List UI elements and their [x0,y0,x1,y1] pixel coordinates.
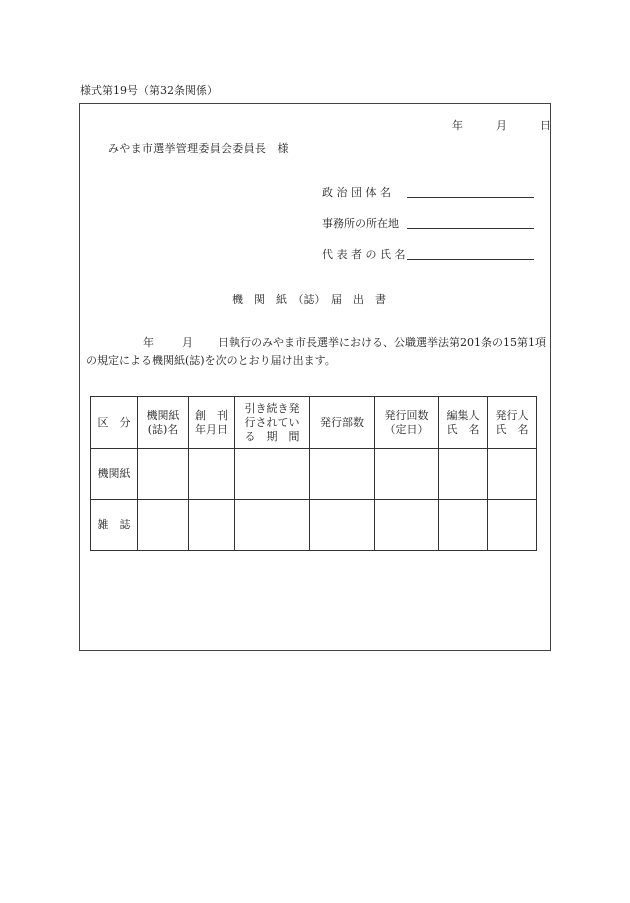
row-label: 機関紙 [91,449,138,500]
date-day: 日 [540,119,551,132]
table-header-row [91,397,537,449]
table-cell[interactable] [235,449,310,500]
table-cell[interactable] [138,500,189,551]
header-circulation: 発行部数 [310,397,375,449]
table-cell[interactable] [439,500,488,551]
field-organization-name-line[interactable] [407,197,534,198]
date-year: 年 [452,119,463,132]
body-text [86,334,548,370]
header-first-issue-date: 創 刊 年月日 [189,397,235,449]
date-line [452,117,551,133]
field-office-address-label: 事務所の所在地 [322,217,399,230]
field-representative-name-line[interactable] [407,259,534,260]
table-row [91,500,537,551]
body-text-content: 日執行のみやま市長選挙における、公職選挙法第201条の15第1項の規定による機関紙(誌)を次のとおり届け出ます。 [86,336,546,367]
header-editor-name: 編集人 氏 名 [439,397,488,449]
table-cell[interactable] [189,500,235,551]
table-cell[interactable] [375,449,439,500]
date-month: 月 [496,119,507,132]
table-row [91,449,537,500]
header-category: 区 分 [91,397,138,449]
body-year: 年 [143,336,154,349]
field-office-address-line[interactable] [407,228,534,229]
header-continuous-period: 引き続き発 行されてい る 期 間 [235,397,310,449]
addressee: みやま市選挙管理委員会委員長 様 [108,142,289,155]
table-cell[interactable] [138,449,189,500]
document-title: 機 関 紙 （誌） 届 出 書 [232,293,386,306]
registration-table [90,396,537,551]
row-label: 雑 誌 [91,500,138,551]
form-number: 様式第19号（第32条関係） [80,84,218,97]
header-publication-name: 機関紙 (誌)名 [138,397,189,449]
table-cell[interactable] [235,500,310,551]
table-cell[interactable] [189,449,235,500]
table-cell[interactable] [310,500,375,551]
header-frequency: 発行回数 （定日） [375,397,439,449]
table-cell[interactable] [488,500,537,551]
table-cell[interactable] [375,500,439,551]
field-representative-name-label: 代 表 者 の 氏 名 [322,248,406,261]
body-month: 月 [182,336,193,349]
table-cell[interactable] [439,449,488,500]
form-frame [79,103,551,651]
field-organization-name-label: 政 治 団 体 名 [322,186,391,199]
table-cell[interactable] [488,449,537,500]
table-cell[interactable] [310,449,375,500]
header-publisher-name: 発行人 氏 名 [488,397,537,449]
